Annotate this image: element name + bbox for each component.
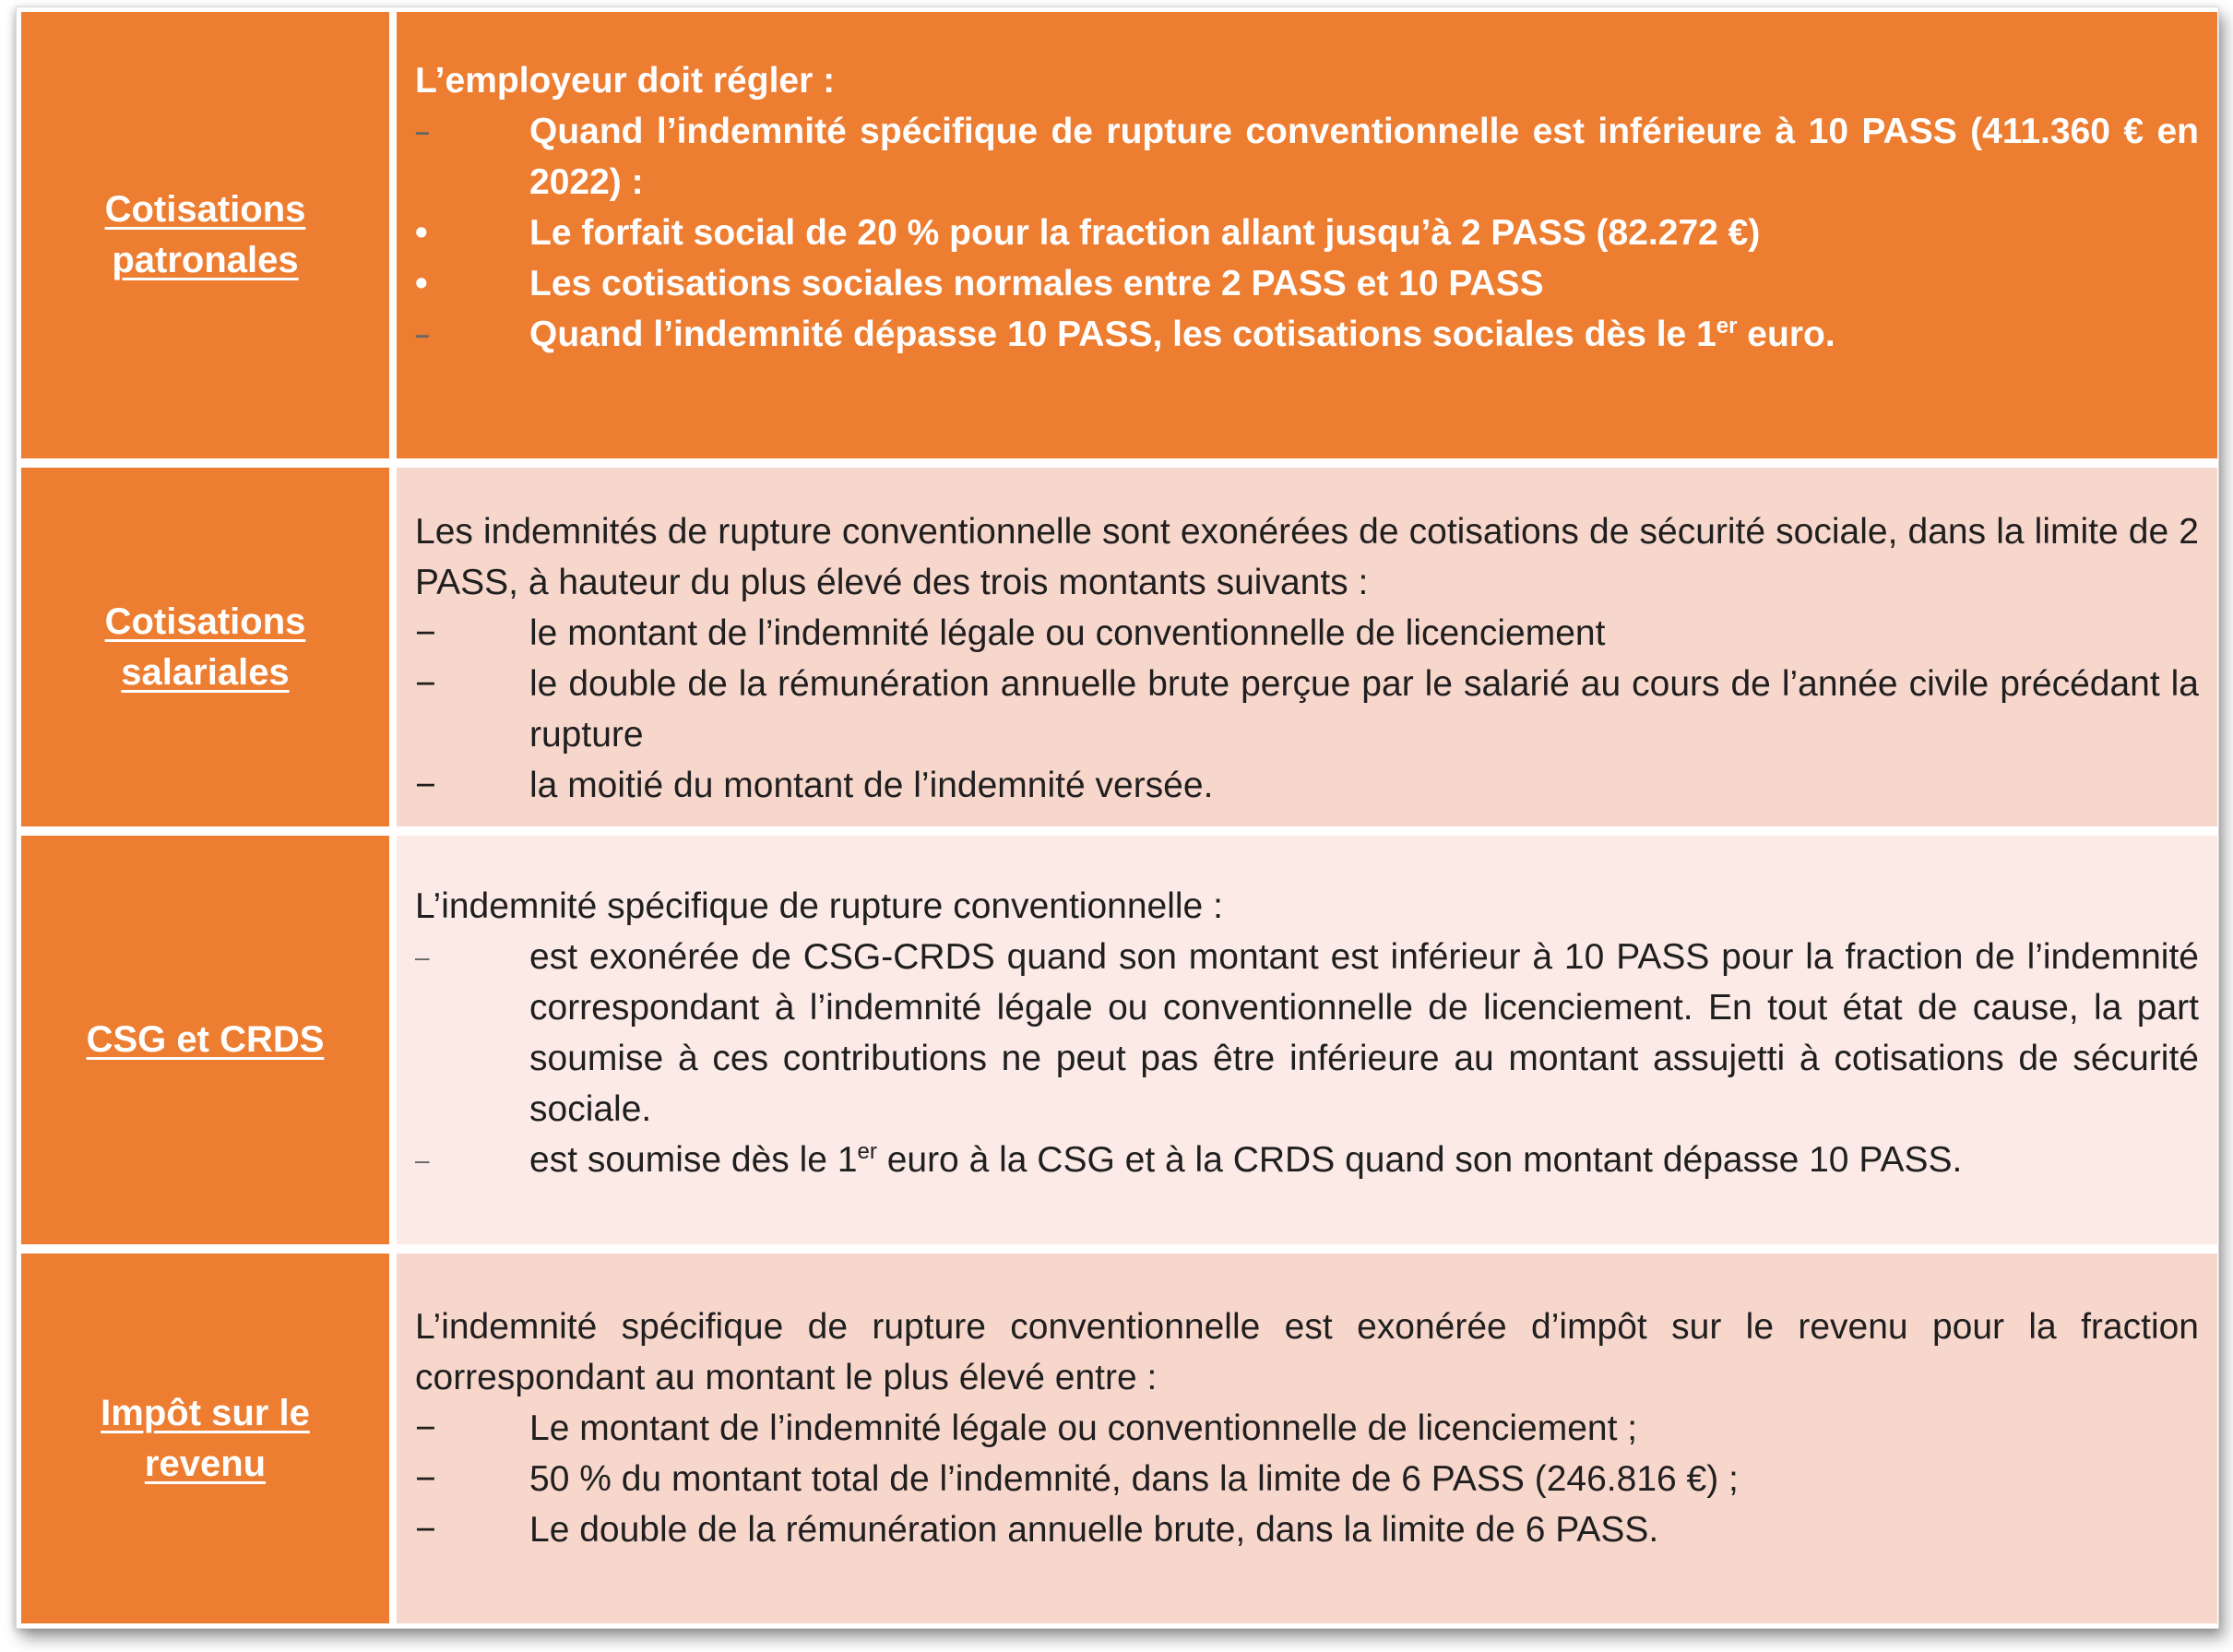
list-item	[415, 608, 2199, 659]
list-item-text: Les cotisations sociales normales entre 2 PASS et 10 PASS	[529, 264, 1544, 303]
intro-text: Les indemnités de rupture conventionnelle sont exonérées de cotisations de sécurité sociale, dans la limite de 2 PASS, à hauteur du plus élevé des trois montants suivants :	[415, 512, 2199, 602]
row-content-cell	[397, 12, 2217, 458]
dash-marker: –	[415, 943, 430, 971]
list-item-text: la moitié du montant de l’indemnité versée.	[529, 766, 1214, 805]
intro-text: L’indemnité spécifique de rupture conventionnelle :	[415, 886, 1223, 926]
table-row-csg-crds	[17, 831, 2218, 1249]
list-item-text: Le montant de l’indemnité légale ou conventionnelle de licenciement ;	[529, 1408, 1638, 1448]
table-row-impot-revenu	[17, 1249, 2218, 1628]
list-item-text: Le double de la rémunération annuelle brute, dans la limite de 6 PASS.	[529, 1510, 1659, 1550]
row-label-cotisations-patronales: Cotisations patronales	[104, 189, 306, 280]
dash-marker: –	[415, 320, 430, 349]
text-part: euro.	[1737, 315, 1835, 354]
intro-text: L’indemnité spécifique de rupture conventionnelle est exonérée d’impôt sur le revenu pour la fraction correspondant au montant le plus élevé entre :	[415, 1307, 2199, 1397]
list-item-text: le double de la rémunération annuelle brute perçue par le salarié au cours de l’année civile précédant la rupture	[529, 664, 2199, 755]
list-item	[415, 1403, 2199, 1454]
dash-marker: −	[415, 664, 436, 704]
row-label-cell	[21, 1254, 389, 1623]
list-item	[415, 309, 2199, 360]
dash-marker: −	[415, 766, 436, 805]
list-item-text	[529, 1135, 2199, 1185]
row-label-cell	[21, 836, 389, 1244]
list-item	[415, 659, 2199, 760]
dash-marker: –	[415, 117, 430, 146]
row-content-cell	[397, 1254, 2217, 1623]
dash-marker: −	[415, 613, 436, 653]
list-item	[415, 1454, 2199, 1504]
dash-marker: –	[415, 1146, 430, 1174]
table-row-cotisations-patronales	[17, 7, 2218, 463]
list-item	[415, 932, 2199, 1135]
dash-marker: −	[415, 1510, 436, 1550]
list-item-text	[529, 309, 2199, 360]
list-item	[415, 1504, 2199, 1555]
row-label-impot-revenu: Impôt sur le revenu	[101, 1392, 310, 1484]
bullet-marker: •	[415, 264, 428, 303]
list-item	[415, 106, 2199, 208]
list-item	[415, 258, 2199, 309]
list-item-text: est exonérée de CSG-CRDS quand son montant est inférieur à 10 PASS pour la fraction de l’indemnité correspondant à l’indemnité légale ou conventionnelle de licenciement. En tout état de cause, la part soumise à ces contributions ne peut pas être inférieure au montant assujetti à cotisations de sécurité sociale.	[529, 937, 2199, 1129]
superscript: er	[1716, 314, 1738, 339]
list-item-text: le montant de l’indemnité légale ou conventionnelle de licenciement	[529, 613, 1606, 653]
bullet-marker: •	[415, 213, 428, 253]
intro-text: L’employeur doit régler :	[415, 61, 836, 101]
dash-marker: −	[415, 1408, 436, 1448]
row-content-cell	[397, 468, 2217, 826]
text-part: Quand l’indemnité dépasse 10 PASS, les cotisations sociales dès le 1	[529, 315, 1716, 354]
text-part: euro à la CSG et à la CRDS quand son montant dépasse 10 PASS.	[876, 1140, 1963, 1180]
row-label-cell	[21, 12, 389, 458]
list-item	[415, 208, 2199, 258]
list-item-text: Le forfait social de 20 % pour la fraction allant jusqu’à 2 PASS (82.272 €)	[529, 213, 1761, 253]
list-item-text: 50 % du montant total de l’indemnité, dans la limite de 6 PASS (246.816 €) ;	[529, 1459, 1739, 1499]
list-item-text: Quand l’indemnité spécifique de rupture conventionnelle est inférieure à 10 PASS (411.360 € en 2022) :	[529, 112, 2199, 202]
row-label-cell	[21, 468, 389, 826]
list-item	[415, 1135, 2199, 1185]
table-row-cotisations-salariales	[17, 463, 2218, 831]
row-content-cell	[397, 836, 2217, 1244]
dash-marker: −	[415, 1459, 436, 1499]
table-frame	[16, 6, 2219, 1629]
list-item	[415, 760, 2199, 811]
text-part: est soumise dès le 1	[529, 1140, 858, 1180]
row-label-cotisations-salariales: Cotisations salariales	[104, 600, 306, 693]
row-label-csg-crds: CSG et CRDS	[86, 1019, 325, 1060]
superscript: er	[857, 1139, 877, 1164]
